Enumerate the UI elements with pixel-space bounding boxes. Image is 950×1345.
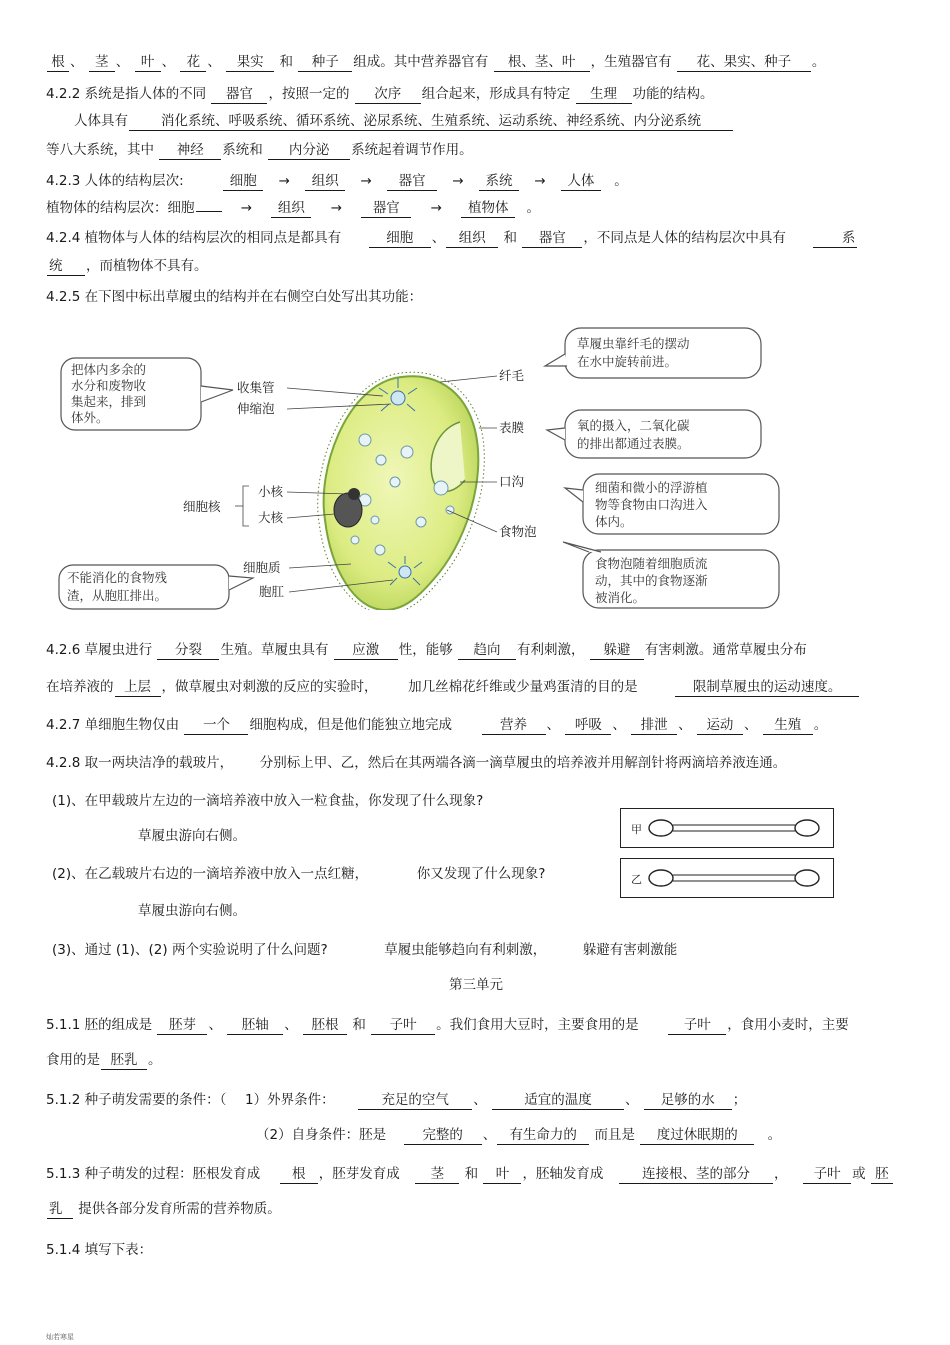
blank[interactable]: 充足的空气: [358, 1091, 472, 1110]
blank[interactable]: 适宜的温度: [492, 1091, 624, 1110]
svg-text:体内。: 体内。: [595, 514, 633, 529]
slide-yi: [620, 858, 834, 898]
svg-text:细菌和微小的浮游植: 细菌和微小的浮游植: [595, 480, 708, 495]
label-anal-pore: 胞肛: [259, 584, 285, 599]
blank[interactable]: 统: [47, 257, 85, 276]
label-oral-groove: 口沟: [499, 474, 525, 489]
blank[interactable]: 连接根、茎的部分: [619, 1165, 773, 1184]
blank[interactable]: 系统: [479, 172, 519, 191]
label-cilia: 纤毛: [499, 368, 525, 383]
line-4: 等八大系统，其中 神经 系统和 内分泌 系统起着调节作用。: [46, 142, 473, 158]
blank[interactable]: 生理: [576, 85, 632, 104]
blank[interactable]: 人体: [561, 172, 601, 191]
blank[interactable]: 子叶: [668, 1016, 726, 1035]
blank[interactable]: 趋向: [458, 641, 516, 660]
line-6: 植物体的结构层次：细胞 → 组织 → 器官 → 植物体 。: [46, 200, 541, 216]
page-footer: 灿若寒星: [46, 1333, 74, 1341]
blank[interactable]: 神经: [159, 141, 221, 160]
blank[interactable]: 器官: [361, 199, 411, 218]
label-nucleus: 细胞核: [183, 499, 221, 514]
line-22: 5.1.2 种子萌发需要的条件：（ 1）外界条件： 充足的空气 、 适宜的温度 、 足够的水 ；: [46, 1092, 747, 1108]
line-14: (1)、在甲载玻片左边的一滴培养液中放入一粒食盐，你发现了什么现象?: [52, 793, 484, 809]
blank[interactable]: 细胞: [223, 172, 263, 191]
blank[interactable]: 分裂: [157, 641, 219, 660]
blank[interactable]: 细胞: [369, 229, 431, 248]
svg-text:体外。: 体外。: [71, 410, 109, 425]
label-micronucleus: 小核: [258, 484, 284, 499]
label-macronucleus: 大核: [258, 510, 284, 525]
paramecium-diagram: [55, 310, 785, 610]
blank[interactable]: 茎: [415, 1165, 459, 1184]
svg-text:食物泡随着细胞质流: 食物泡随着细胞质流: [595, 556, 708, 571]
svg-text:把体内多余的: 把体内多余的: [71, 362, 147, 377]
label-pellicle: 表膜: [499, 420, 525, 435]
line-17: 草履虫游向右侧。: [138, 903, 246, 919]
blank[interactable]: 花、果实、种子: [677, 53, 811, 72]
svg-text:被消化。: 被消化。: [595, 590, 646, 605]
blank[interactable]: 组织: [305, 172, 345, 191]
blank[interactable]: 根、茎、叶: [494, 53, 590, 72]
label-collecting-tube: 收集管: [237, 380, 275, 395]
svg-text:草履虫靠纤毛的摆动: 草履虫靠纤毛的摆动: [577, 336, 690, 351]
blank[interactable]: 组织: [446, 229, 498, 248]
slide-jia-label: 甲: [631, 823, 642, 836]
blank[interactable]: 运动: [697, 716, 743, 735]
blank[interactable]: 完整的: [404, 1126, 482, 1145]
label-cytoplasm: 细胞质: [243, 560, 281, 575]
svg-text:氧的摄入，二氧化碳: 氧的摄入，二氧化碳: [577, 418, 690, 433]
bubble-right-3: [565, 474, 779, 534]
bubble-left-bottom: [59, 565, 253, 609]
blank[interactable]: 叶: [483, 1165, 521, 1184]
blank[interactable]: 器官: [211, 85, 267, 104]
blank[interactable]: 胚根: [303, 1016, 347, 1035]
svg-text:物等食物由口沟进入: 物等食物由口沟进入: [595, 497, 708, 512]
blank[interactable]: 躲避: [590, 641, 644, 660]
unit-heading: 第三单元: [449, 977, 503, 993]
blank[interactable]: 器官: [387, 172, 437, 191]
blank[interactable]: 排泄: [631, 716, 677, 735]
bubble-left-top: [61, 358, 233, 430]
blank[interactable]: 限制草履虫的运动速度。: [675, 678, 859, 697]
label-contractile-vacuole: 伸缩泡: [237, 401, 275, 416]
line-11: 在培养液的 上层 ，做草履虫对刺激的反应的实验时， 加几丝棉花纤维或少量鸡蛋清的目的是 限制草履虫的运动速度。: [46, 677, 906, 697]
blank[interactable]: 根: [280, 1165, 318, 1184]
blank[interactable]: 组织: [271, 199, 311, 218]
paramecium-figure: [55, 310, 785, 610]
blank[interactable]: 果实: [226, 53, 274, 72]
blank[interactable]: 度过休眠期的: [640, 1126, 754, 1145]
bubble-right-4: [563, 542, 779, 608]
blank[interactable]: 足够的水: [644, 1091, 732, 1110]
blank[interactable]: 系: [813, 229, 857, 248]
line-21: 食用的是 胚乳 。: [46, 1052, 162, 1068]
line-25: 乳 提供各部分发育所需的营养物质。: [49, 1201, 281, 1217]
line-5: 4.2.3 人体的结构层次: 细胞 → 组织 → 器官 → 系统 → 人体 。: [46, 173, 628, 189]
blank[interactable]: 有生命力的: [497, 1126, 589, 1145]
blank[interactable]: 应激: [334, 641, 398, 660]
blank[interactable]: 植物体: [461, 199, 515, 218]
blank[interactable]: 上层: [115, 678, 161, 697]
line-23: （2）自身条件：胚是 完整的 、 有生命力的 而且是 度过休眠期的 。: [256, 1127, 782, 1143]
line-7: 4.2.4 植物体与人体的结构层次的相同点是都具有 细胞 、 组织 和 器官 ，不同点是人体的结构层次中具有 系: [46, 230, 856, 246]
svg-text:渣，从胞肛排出。: 渣，从胞肛排出。: [67, 588, 168, 603]
line-1: 根 、 茎 、 叶 、 花 、 果实 和 种子 组成。其中营养器官有 根、茎、叶 ，生殖器官有 花、果实、种子 。: [46, 52, 906, 72]
svg-text:不能消化的食物残: 不能消化的食物残: [67, 570, 168, 585]
blank[interactable]: 乳: [47, 1200, 73, 1219]
blank[interactable]: 呼吸: [565, 716, 611, 735]
svg-text:集起来，排到: 集起来，排到: [71, 394, 147, 409]
blank[interactable]: 胚: [871, 1165, 893, 1184]
svg-text:动，其中的食物逐渐: 动，其中的食物逐渐: [595, 573, 708, 588]
line-12: 4.2.7 单细胞生物仅由 一个 细胞构成，但是他们能独立地完成 营养 、 呼吸 、 排泄 、 运动 、 生殖 。: [46, 717, 828, 733]
blank[interactable]: 种子: [298, 53, 352, 72]
line-8: 统 ，而植物体不具有。: [49, 258, 208, 274]
svg-text:在水中旋转前进。: 在水中旋转前进。: [577, 354, 678, 369]
blank[interactable]: 胚乳: [101, 1051, 147, 1070]
line-15: 草履虫游向右侧。: [138, 828, 246, 844]
slide-yi-label: 乙: [631, 873, 642, 886]
blank[interactable]: 子叶: [803, 1165, 851, 1184]
blank[interactable]: 器官: [522, 229, 582, 248]
blank[interactable]: 子叶: [371, 1016, 435, 1035]
label-food-vacuole: 食物泡: [499, 524, 537, 539]
line-10: 4.2.6 草履虫进行 分裂 生殖。草履虫具有 应激 性，能够 趋向 有利刺激， 躲避 有害刺激。通常草履虫分布: [46, 642, 807, 658]
blank[interactable]: 内分泌: [268, 141, 350, 160]
bubble-right-1: [545, 328, 761, 378]
blank[interactable]: 次序: [355, 85, 421, 104]
line-13: 4.2.8 取一两块洁净的载玻片， 分别标上甲、乙，然后在其两端各滴一滴草履虫的培养液并用解剖针将两滴培养液连通。: [46, 755, 787, 771]
blank[interactable]: 消化系统、呼吸系统、循环系统、泌尿系统、生殖系统、运动系统、神经系统、内分泌系统: [129, 112, 733, 131]
line-18: (3)、通过 (1)、(2) 两个实验说明了什么问题? 草履虫能够趋向有利刺激， 躲避有害刺激能: [52, 942, 678, 958]
line-24: 5.1.3 种子萌发的过程：胚根发育成 根 ，胚芽发育成 茎 和 叶 ，胚轴发育成 连接根、茎的部分 ， 子叶 或 胚: [46, 1164, 906, 1184]
blank[interactable]: 叶: [135, 53, 161, 72]
svg-text:的排出都通过表膜。: 的排出都通过表膜。: [577, 436, 690, 451]
line-2: 4.2.2 系统是指人体的不同 器官 ，按照一定的 次序 组合起来，形成具有特定 生理 功能的结构。: [46, 86, 714, 102]
svg-text:水分和废物收: 水分和废物收: [71, 378, 147, 393]
line-9: 4.2.5 在下图中标出草履虫的结构并在右侧空白处写出其功能：: [46, 289, 423, 305]
blank[interactable]: 营养: [482, 716, 546, 735]
line-3: 人体具有 消化系统、呼吸系统、循环系统、泌尿系统、生殖系统、运动系统、神经系统、内分泌系统: [74, 111, 934, 131]
bubble-right-2: [547, 410, 761, 458]
blank[interactable]: 胚轴: [227, 1016, 283, 1035]
blank[interactable]: 生殖: [763, 716, 813, 735]
line-20: 5.1.1 胚的组成是 胚芽 、 胚轴 、 胚根 和 子叶 。我们食用大豆时，主要食用的是 子叶 ，食用小麦时，主要: [46, 1017, 849, 1033]
micronucleus: [348, 488, 360, 500]
blank[interactable]: 茎: [89, 53, 115, 72]
blank[interactable]: 胚芽: [157, 1016, 207, 1035]
line-26: 5.1.4 填写下表：: [46, 1242, 153, 1258]
blank[interactable]: 花: [180, 53, 206, 72]
blank[interactable]: 一个: [184, 716, 248, 735]
blank[interactable]: 根: [47, 53, 69, 72]
slide-jia: [620, 808, 834, 848]
line-16: (2)、在乙载玻片右边的一滴培养液中放入一点红糖， 你又发现了什么现象?: [52, 866, 546, 882]
